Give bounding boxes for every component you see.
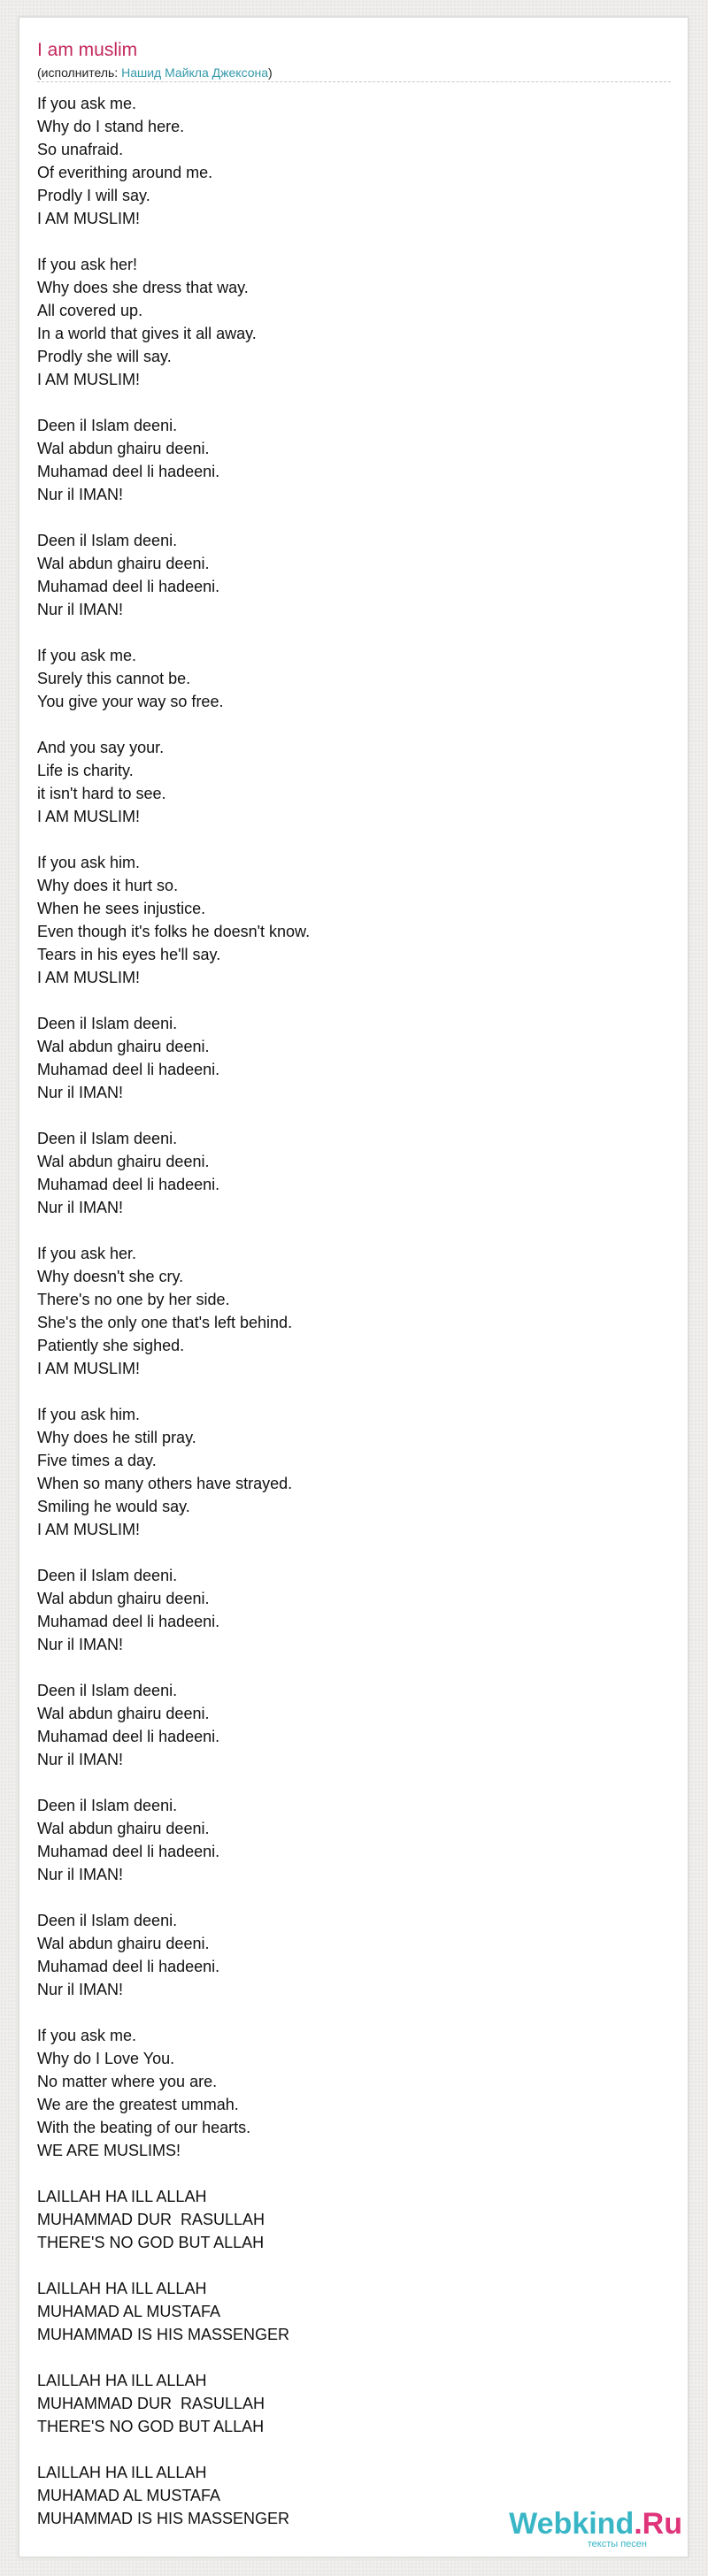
lyrics-line: We are the greatest ummah. xyxy=(37,2096,239,2113)
lyrics-line: If you ask me. xyxy=(37,95,137,112)
logo-tld: .Ru xyxy=(634,2507,682,2541)
lyrics-line: Nur il IMAN! xyxy=(37,486,124,503)
lyrics-line: MUHAMMAD IS HIS MASSENGER xyxy=(37,2510,290,2527)
lyrics-line: THERE'S NO GOD BUT ALLAH xyxy=(37,2418,265,2435)
lyrics-line: Why doesn't she cry. xyxy=(37,1268,184,1285)
lyrics-verse xyxy=(37,2461,310,2530)
lyrics-line: Muhamad deel li hadeeni. xyxy=(37,1061,220,1078)
artist-link[interactable]: Нашид Майкла Джексона xyxy=(121,65,269,80)
lyrics-line: I AM MUSLIM! xyxy=(37,969,141,986)
lyrics-line: If you ask him. xyxy=(37,854,141,871)
lyrics-line: Muhamad deel li hadeeni. xyxy=(37,1728,220,1745)
lyrics-verse xyxy=(37,92,310,230)
lyrics-verse xyxy=(37,414,310,506)
lyrics-line: Why does it hurt so. xyxy=(37,877,179,894)
lyrics-line: Deen il Islam deeni. xyxy=(37,532,178,549)
lyrics-line: Patiently she sighed. xyxy=(37,1337,185,1354)
lyrics-line: So unafraid. xyxy=(37,141,124,158)
lyrics-verse xyxy=(37,1403,310,1541)
lyrics-line: Why do I stand here. xyxy=(37,118,185,135)
lyrics-card xyxy=(19,17,689,2557)
lyrics-line: Of everithing around me. xyxy=(37,164,213,181)
lyrics-line: Five times a day. xyxy=(37,1452,157,1469)
lyrics-verse xyxy=(37,253,310,391)
lyrics-line: Muhamad deel li hadeeni. xyxy=(37,1176,220,1193)
lyrics-line: Why do I Love You. xyxy=(37,2050,175,2067)
lyrics-line: Deen il Islam deeni. xyxy=(37,1912,178,1929)
lyrics-verse xyxy=(37,851,310,989)
lyrics-verse xyxy=(37,2185,310,2254)
lyrics-line: Life is charity. xyxy=(37,762,134,779)
lyrics-line: WE ARE MUSLIMS! xyxy=(37,2142,181,2159)
lyrics-verse xyxy=(37,1794,310,1886)
lyrics-line: Deen il Islam deeni. xyxy=(37,1130,178,1147)
lyrics-verse xyxy=(37,2277,310,2346)
lyrics-line: Prodly she will say. xyxy=(37,348,172,365)
lyrics-line: And you say your. xyxy=(37,739,165,756)
lyrics-line: I AM MUSLIM! xyxy=(37,1360,141,1377)
lyrics-text xyxy=(37,92,310,2553)
byline-suffix: ) xyxy=(268,65,273,80)
lyrics-line: I AM MUSLIM! xyxy=(37,1521,141,1538)
lyrics-line: Nur il IMAN! xyxy=(37,1751,124,1768)
lyrics-line: Deen il Islam deeni. xyxy=(37,417,178,434)
lyrics-line: Deen il Islam deeni. xyxy=(37,1797,178,1814)
lyrics-verse xyxy=(37,1679,310,1771)
lyrics-line: MUHAMMAD IS HIS MASSENGER xyxy=(37,2326,290,2343)
lyrics-line: Wal abdun ghairu deeni. xyxy=(37,440,210,457)
lyrics-line: Nur il IMAN! xyxy=(37,1981,124,1998)
lyrics-line: I AM MUSLIM! xyxy=(37,210,141,227)
lyrics-line: I AM MUSLIM! xyxy=(37,808,141,825)
lyrics-line: LAILLAH HA ILL ALLAH xyxy=(37,2464,207,2481)
lyrics-line: Wal abdun ghairu deeni. xyxy=(37,1820,210,1837)
lyrics-line: Wal abdun ghairu deeni. xyxy=(37,1038,210,1055)
lyrics-line: In a world that gives it all away. xyxy=(37,325,257,342)
lyrics-line: THERE'S NO GOD BUT ALLAH xyxy=(37,2234,265,2251)
artist-byline xyxy=(37,65,671,82)
lyrics-line: She's the only one that's left behind. xyxy=(37,1314,293,1331)
lyrics-line: MUHAMMAD DUR RASULLAH xyxy=(37,2211,266,2228)
lyrics-line: Muhamad deel li hadeeni. xyxy=(37,1613,220,1630)
song-title: I am muslim xyxy=(37,40,138,60)
lyrics-line: If you ask him. xyxy=(37,1406,141,1423)
lyrics-line: MUHAMAD AL MUSTAFA xyxy=(37,2303,221,2320)
lyrics-line: If you ask her! xyxy=(37,256,138,273)
lyrics-line: MUHAMMAD DUR RASULLAH xyxy=(37,2395,266,2412)
lyrics-line: LAILLAH HA ILL ALLAH xyxy=(37,2188,207,2205)
lyrics-line: Wal abdun ghairu deeni. xyxy=(37,555,210,572)
logo-wordmark xyxy=(509,2509,682,2539)
lyrics-line: Muhamad deel li hadeeni. xyxy=(37,578,220,595)
lyrics-line: You give your way so free. xyxy=(37,693,224,710)
lyrics-line: Deen il Islam deeni. xyxy=(37,1682,178,1699)
lyrics-verse xyxy=(37,2369,310,2438)
lyrics-line: Nur il IMAN! xyxy=(37,1866,124,1883)
logo-tagline: тексты песен xyxy=(587,2539,647,2549)
logo-name: Webkind xyxy=(509,2507,635,2541)
lyrics-line: Deen il Islam deeni. xyxy=(37,1567,178,1584)
lyrics-line: No matter where you are. xyxy=(37,2073,218,2090)
lyrics-line: I AM MUSLIM! xyxy=(37,371,141,388)
lyrics-line: Tears in his eyes he'll say. xyxy=(37,946,221,963)
lyrics-line: Nur il IMAN! xyxy=(37,1084,124,1101)
lyrics-verse xyxy=(37,1909,310,2001)
byline-prefix: (исполнитель: xyxy=(37,65,122,80)
lyrics-line: MUHAMAD AL MUSTAFA xyxy=(37,2487,221,2504)
lyrics-line: Smiling he would say. xyxy=(37,1498,190,1515)
lyrics-line: With the beating of our hearts. xyxy=(37,2119,251,2136)
lyrics-line: Muhamad deel li hadeeni. xyxy=(37,1843,220,1860)
lyrics-line: it isn't hard to see. xyxy=(37,785,166,802)
lyrics-line: When so many others have strayed. xyxy=(37,1475,293,1492)
lyrics-line: LAILLAH HA ILL ALLAH xyxy=(37,2372,207,2389)
lyrics-line: Even though it's folks he doesn't know. xyxy=(37,923,311,940)
lyrics-line: If you ask me. xyxy=(37,647,137,664)
webkind-logo[interactable] xyxy=(509,2509,682,2549)
lyrics-line: All covered up. xyxy=(37,302,143,319)
lyrics-verse xyxy=(37,1127,310,1219)
lyrics-line: LAILLAH HA ILL ALLAH xyxy=(37,2280,207,2297)
lyrics-verse xyxy=(37,1242,310,1380)
lyrics-line: If you ask her. xyxy=(37,1245,137,1262)
lyrics-line: There's no one by her side. xyxy=(37,1291,230,1308)
lyrics-line: If you ask me. xyxy=(37,2027,137,2044)
lyrics-verse xyxy=(37,2024,310,2162)
lyrics-line: Prodly I will say. xyxy=(37,187,150,204)
lyrics-line: Wal abdun ghairu deeni. xyxy=(37,1590,210,1607)
lyrics-line: Nur il IMAN! xyxy=(37,1636,124,1653)
lyrics-line: Nur il IMAN! xyxy=(37,1199,124,1216)
lyrics-line: Wal abdun ghairu deeni. xyxy=(37,1935,210,1952)
lyrics-line: Muhamad deel li hadeeni. xyxy=(37,1958,220,1975)
lyrics-line: Wal abdun ghairu deeni. xyxy=(37,1705,210,1722)
lyrics-line: When he sees injustice. xyxy=(37,900,206,917)
lyrics-line: Why does she dress that way. xyxy=(37,279,249,296)
lyrics-line: Nur il IMAN! xyxy=(37,601,124,618)
lyrics-line: Why does he still pray. xyxy=(37,1429,196,1446)
lyrics-verse xyxy=(37,736,310,828)
lyrics-verse xyxy=(37,1564,310,1656)
lyrics-line: Surely this cannot be. xyxy=(37,670,191,687)
lyrics-verse xyxy=(37,1012,310,1104)
lyrics-line: Deen il Islam deeni. xyxy=(37,1015,178,1032)
lyrics-verse xyxy=(37,529,310,621)
lyrics-line: Wal abdun ghairu deeni. xyxy=(37,1153,210,1170)
lyrics-line: Muhamad deel li hadeeni. xyxy=(37,463,220,480)
lyrics-verse xyxy=(37,644,310,713)
